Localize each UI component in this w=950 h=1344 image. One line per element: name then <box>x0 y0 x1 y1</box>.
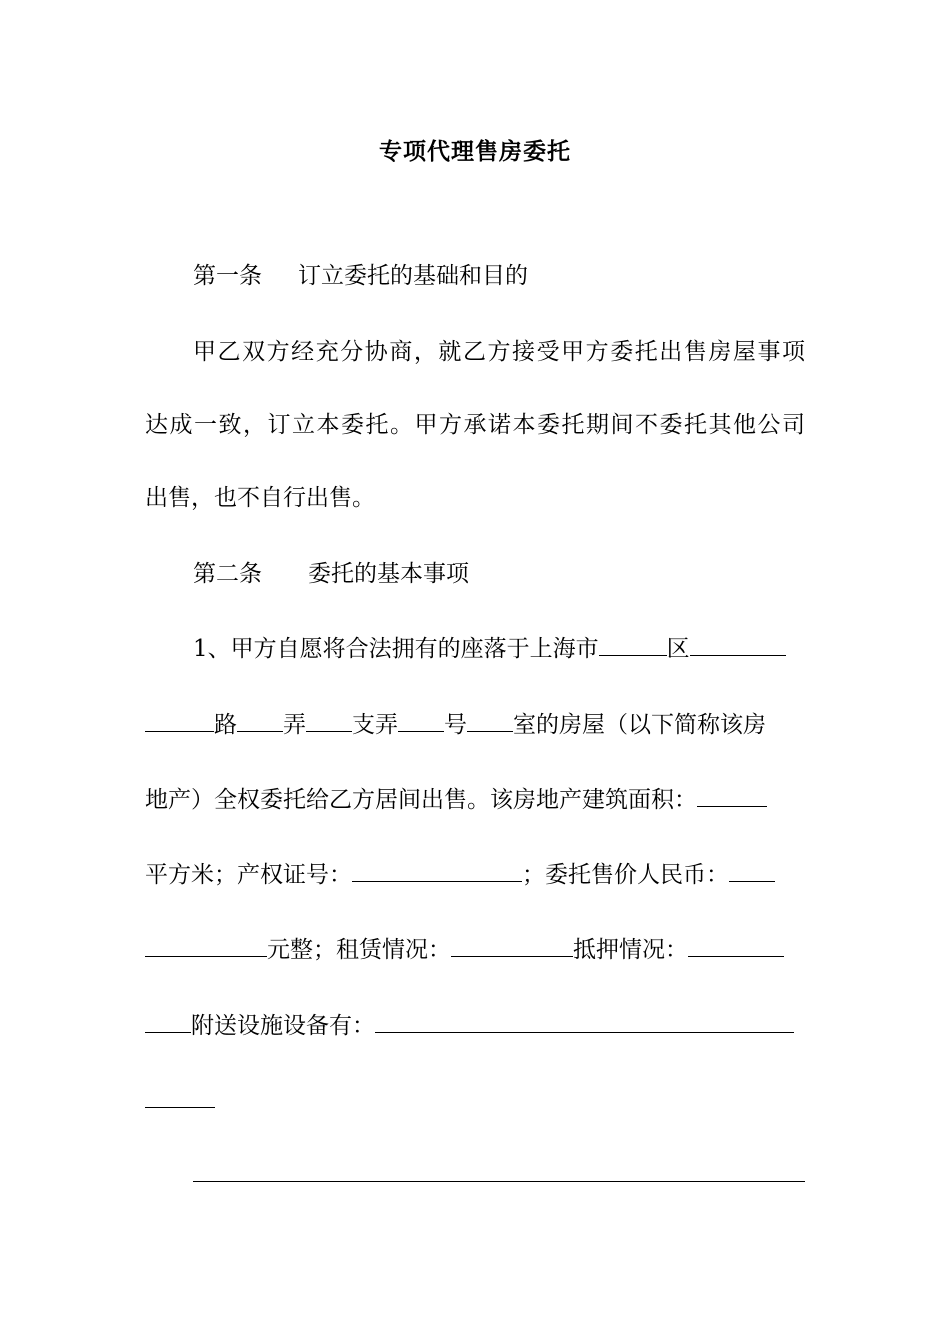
item-1-line-5 <box>145 934 805 966</box>
item-1-line-7 <box>145 1085 805 1117</box>
label-facilities: 附送设施设备有： <box>191 1013 375 1039</box>
label-lane: 弄 <box>283 712 306 738</box>
label-number: 号 <box>444 712 467 738</box>
label-price: ；委托售价人民币： <box>522 862 729 888</box>
item-1-text-a: 1、甲方自愿将合法拥有的座落于上海市 <box>193 636 599 662</box>
blank-mortgage-start <box>688 938 784 957</box>
article-1-title: 订立委托的基础和目的 <box>298 263 528 289</box>
label-lease: 元整；租赁情况： <box>267 937 451 963</box>
article-1-number: 第一条 <box>193 263 262 289</box>
item-1-line-2 <box>145 709 805 741</box>
blank-road <box>145 713 214 732</box>
item-1-line-1 <box>193 633 805 665</box>
article-2-heading <box>193 558 853 590</box>
item-1-line-6 <box>145 1010 805 1042</box>
document-title: 专项代理售房委托 <box>379 138 571 165</box>
blank-mortgage <box>145 1014 191 1033</box>
blank-room <box>467 713 513 732</box>
article-2-title: 委托的基本事项 <box>308 561 469 587</box>
item-1-line-4 <box>145 859 805 891</box>
article-1-para-line-3: 出售，也不自行出售。 <box>145 485 375 511</box>
blank-facilities-cont <box>145 1089 215 1108</box>
label-area-unit-cert: 平方米；产权证号： <box>145 862 352 888</box>
article-1-para-line-1: 甲乙双方经充分协商，就乙方接受甲方委托出售房屋事项 <box>193 339 805 365</box>
article-1-heading <box>193 260 853 292</box>
label-room: 室的房屋（以下简称该房 <box>513 712 766 738</box>
blank-lease <box>451 938 573 957</box>
label-sub-lane: 支弄 <box>352 712 398 738</box>
article-2-number: 第二条 <box>193 561 262 587</box>
label-mortgage: 抵押情况： <box>573 937 688 963</box>
blank-cert-number <box>352 863 522 882</box>
item-1-text-b: 区 <box>666 636 690 662</box>
label-road: 路 <box>214 712 237 738</box>
blank-price-start <box>729 863 775 882</box>
blank-facilities <box>375 1014 794 1033</box>
article-1-para-line-2: 达成一致，订立本委托。甲方承诺本委托期间不委托其他公司 <box>145 412 805 438</box>
blank-full-line <box>193 1181 805 1182</box>
blank-area <box>697 788 767 807</box>
blank-sub-lane <box>306 713 352 732</box>
blank-lane <box>237 713 283 732</box>
blank-district <box>599 637 667 656</box>
blank-price <box>145 938 267 957</box>
item-1-line-3 <box>145 784 805 816</box>
item-1-area-text: 地产）全权委托给乙方居间出售。该房地产建筑面积： <box>145 787 697 813</box>
blank-number <box>398 713 444 732</box>
blank-road-start <box>690 637 786 656</box>
